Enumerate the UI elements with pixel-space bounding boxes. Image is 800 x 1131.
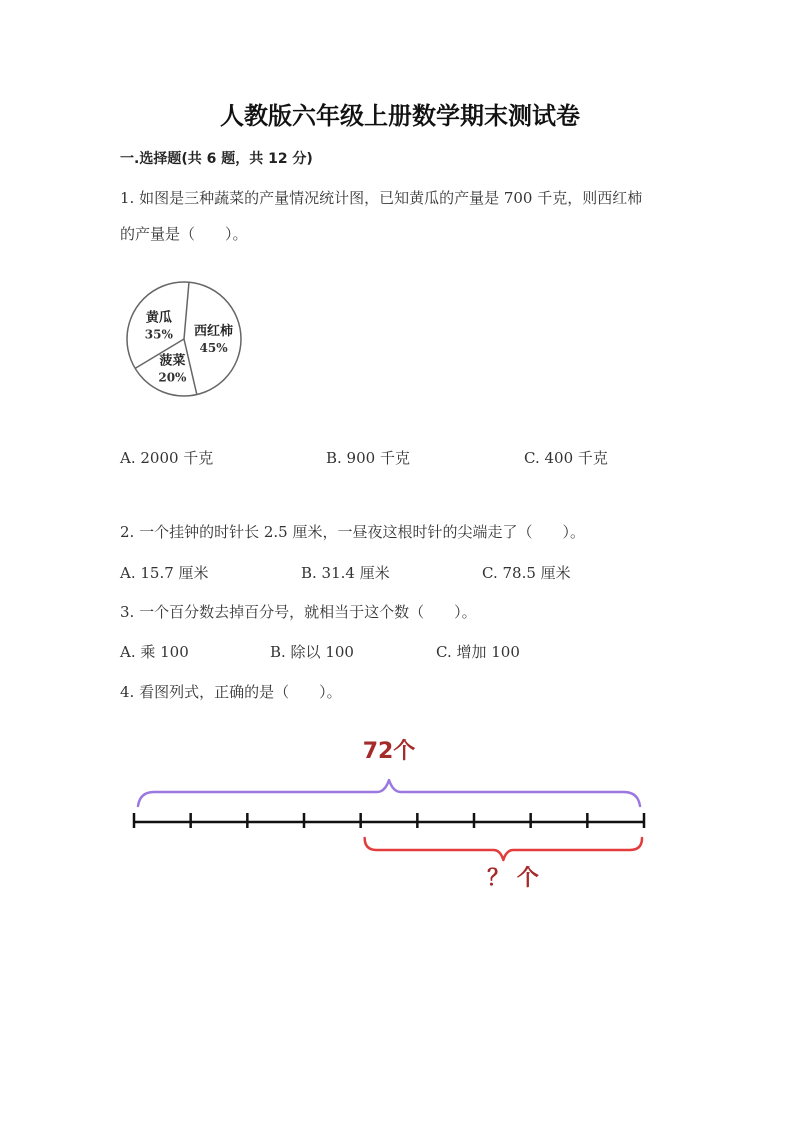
question-3-option-c[interactable]: C. 增加 100 [436, 643, 520, 661]
question-1-line-2: 的产量是（ ）。 [120, 225, 248, 243]
pie-label-spinach: 菠菜 [159, 353, 186, 369]
page-title: 人教版六年级上册数学期末测试卷 [220, 102, 580, 130]
line-segment-diagram [120, 730, 660, 900]
top-brace-label: 72个 [362, 739, 416, 764]
bottom-brace [365, 838, 642, 860]
section-heading: 一.选择题(共 6 题，共 12 分) [120, 151, 313, 167]
question-1-option-b[interactable]: B. 900 千克 [326, 449, 410, 467]
question-4-text: 4. 看图列式，正确的是（ ）。 [120, 683, 342, 701]
question-1-option-c[interactable]: C. 400 千克 [524, 449, 608, 467]
question-1-option-a[interactable]: A. 2000 千克 [120, 449, 214, 467]
top-brace [138, 780, 640, 806]
pie-label-cucumber: 黄瓜 [145, 310, 172, 326]
question-2-option-b[interactable]: B. 31.4 厘米 [301, 564, 390, 582]
pie-value-cucumber: 35% [144, 327, 173, 342]
pie-value-tomato: 45% [199, 340, 228, 355]
question-2-option-a[interactable]: A. 15.7 厘米 [120, 564, 209, 582]
question-1-line-1: 1. 如图是三种蔬菜的产量情况统计图，已知黄瓜的产量是 700 千克，则西红柿 [120, 189, 643, 207]
pie-chart [118, 276, 250, 404]
question-2-option-c[interactable]: C. 78.5 厘米 [482, 564, 571, 582]
bottom-brace-label: ？ 个 [487, 866, 539, 891]
question-2-text: 2. 一个挂钟的时针长 2.5 厘米，一昼夜这根时针的尖端走了（ ）。 [120, 523, 585, 541]
number-line [134, 813, 644, 828]
pie-value-spinach: 20% [158, 370, 187, 385]
pie-label-tomato: 西红柿 [194, 323, 234, 339]
question-3-option-b[interactable]: B. 除以 100 [270, 643, 354, 661]
question-3-option-a[interactable]: A. 乘 100 [120, 643, 189, 661]
question-3-text: 3. 一个百分数去掉百分号，就相当于这个数（ ）。 [120, 603, 477, 621]
